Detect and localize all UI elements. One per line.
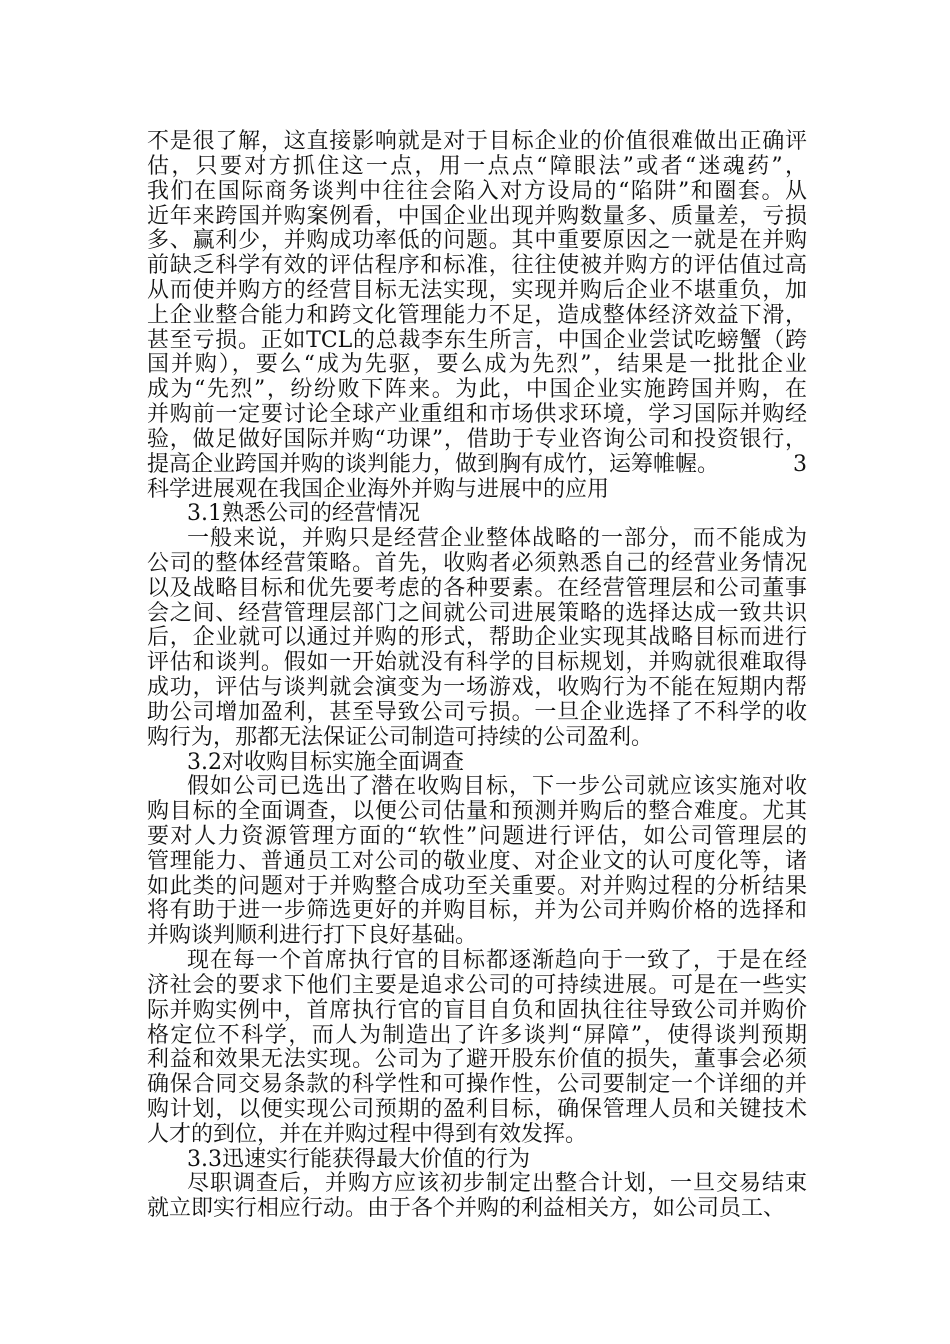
text-line: 现在每一个首席执行官的目标都逐渐趋向于一致了，于是在经: [187, 948, 807, 973]
text-line: 购计划，以便实现公司预期的盈利目标，确保管理人员和关键技术: [147, 1096, 807, 1122]
text-line: 并购谈判顺利进行打下良好基础。: [147, 923, 478, 949]
text-line: 公司的整体经营策略。首先，收购者必须熟悉自己的经营业务情况: [147, 550, 807, 576]
section-title: 科学进展观在我国企业海外并购与进展中的应用: [147, 476, 610, 502]
text-line: 我们在国际商务谈判中往往会陷入对方设局的“陷阱”和圈套。从: [147, 178, 807, 204]
subsection-heading: 3.2对收购目标实施全面调查: [187, 749, 464, 775]
text-line: 一般来说，并购只是经营企业整体战略的一部分，而不能成为: [187, 526, 807, 552]
text-line: 以及战略目标和优先要考虑的各种要素。在经营管理层和公司董事: [147, 575, 807, 601]
text-line: 就立即实行相应行动。由于各个并购的利益相关方，如公司员工、: [147, 1196, 786, 1222]
section-number: 3: [793, 451, 807, 477]
text-line: 成功，评估与谈判就会演变为一场游戏，收购行为不能在短期内帮: [147, 675, 807, 700]
text-line: 甚至亏损。正如TCL的总裁李东生所言，中国企业尝试吃螃蟹（跨: [147, 327, 807, 353]
text-line: 从而使并购方的经营目标无法实现，实现并购后企业不堪重负，加: [147, 277, 807, 303]
text-line: 会之间、经营管理层部门之间就公司进展策略的选择达成一致共识: [147, 600, 807, 626]
text-line: 验，做足做好国际并购“功课”，借助于专业咨询公司和投资银行，: [147, 426, 807, 452]
text-line: 前缺乏科学有效的评估程序和标准，往往使被并购方的评估值过高: [147, 253, 807, 279]
text-line: 管理能力、普通员工对公司的敬业度、对企业文的认可度化等，诸: [147, 848, 807, 874]
text-line: 格定位不科学，而人为制造出了许多谈判“屏障”，使得谈判预期: [147, 1022, 807, 1048]
text-line: 人才的到位，并在并购过程中得到有效发挥。: [147, 1121, 588, 1147]
text-line: 际并购实例中，首席执行官的盲目自负和固执往往导致公司并购价: [147, 997, 807, 1023]
subsection-heading: 3.1熟悉公司的经营情况: [187, 501, 420, 527]
text-line: 近年来跨国并购案例看，中国企业出现并购数量多、质量差，亏损: [147, 203, 807, 229]
text-line: 多、赢利少，并购成功率低的问题。其中重要原因之一就是在并购: [147, 228, 807, 254]
text-line: 评估和谈判。假如一开始就没有科学的目标规划，并购就很难取得: [147, 650, 807, 676]
text-line: 后，企业就可以通过并购的形式，帮助企业实现其战略目标而进行: [147, 625, 807, 651]
text-line: 购行为，那都无法保证公司制造可持续的公司盈利。: [147, 724, 654, 750]
text-line: 成为“先烈”，纷纷败下阵来。为此，中国企业实施跨国并购，在: [147, 377, 807, 403]
text-line: 估，只要对方抓住这一点，用一点点“障眼法”或者“迷魂药”，: [147, 153, 807, 179]
text-line: 并购前一定要讨论全球产业重组和市场供求环境，学习国际并购经: [147, 402, 807, 427]
text-line: 上企业整合能力和跨文化管理能力不足，造成整体经济效益下滑，: [147, 302, 807, 328]
text-line: 国并购），要么“成为先驱，要么成为先烈”，结果是一批批企业: [147, 352, 807, 378]
text-line: 利益和效果无法实现。公司为了避开股东价值的损失，董事会必须: [147, 1047, 807, 1073]
text-line: 济社会的要求下他们主要是追求公司的可持续进展。可是在一些实: [147, 972, 807, 998]
text-line: 如此类的问题对于并购整合成功至关重要。对并购过程的分析结果: [147, 873, 807, 899]
text-line: 将有助于进一步筛选更好的并购目标，并为公司并购价格的选择和: [147, 898, 807, 924]
text-line: 尽职调查后，并购方应该初步制定出整合计划，一旦交易结束: [187, 1171, 807, 1197]
text-line: 确保合同交易条款的科学性和可操作性，公司要制定一个详细的并: [147, 1072, 807, 1098]
text-line: 助公司增加盈利，甚至导致公司亏损。一旦企业选择了不科学的收: [147, 699, 807, 725]
text-line: 要对人力资源管理方面的“软性”问题进行评估，如公司管理层的: [147, 823, 807, 849]
text-line-content: 提高企业跨国并购的谈判能力，做到胸有成竹，运筹帷幄。: [147, 451, 720, 477]
text-line-with-number: [147, 453, 807, 478]
text-line: 不是很了解，这直接影响就是对于目标企业的价值很难做出正确评: [147, 129, 807, 154]
text-line: 购目标的全面调查，以便公司估量和预测并购后的整合难度。尤其: [147, 799, 807, 825]
text-line: 假如公司已选出了潜在收购目标，下一步公司就应该实施对收: [187, 774, 807, 800]
subsection-heading: 3.3迅速实行能获得最大价值的行为: [187, 1146, 530, 1172]
